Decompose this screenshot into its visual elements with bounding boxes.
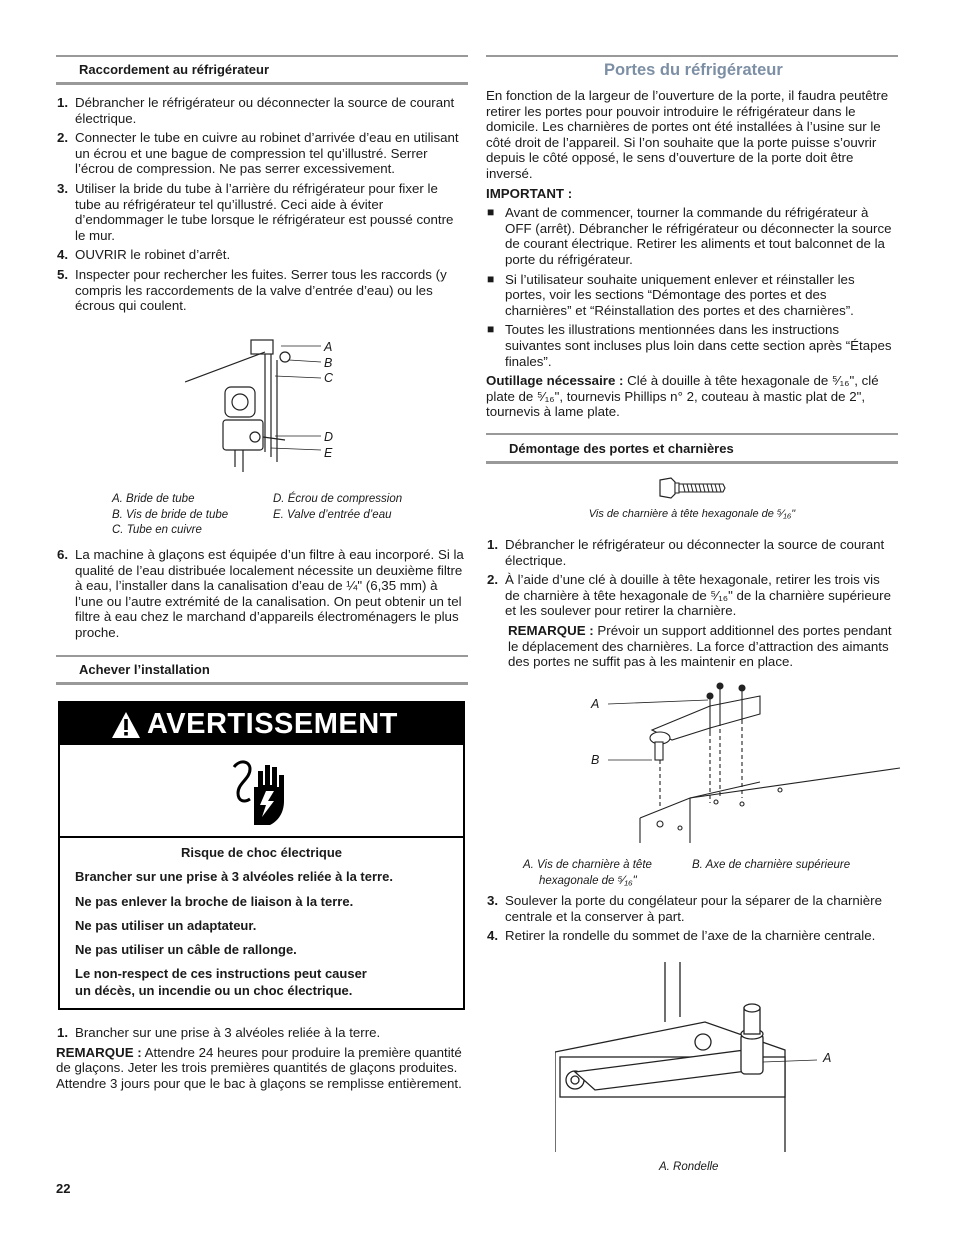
step-item-number: 4.: [57, 247, 69, 263]
step-item-number: 2.: [487, 572, 499, 588]
warning-triangle-icon: [111, 711, 141, 739]
figure3-callout-a: A: [823, 1051, 832, 1065]
step-item: [56, 181, 466, 243]
warning-title: AVERTISSEMENT: [147, 708, 398, 740]
step-item: [486, 572, 896, 619]
section-rule: [486, 461, 898, 464]
figure2-callout-a: A: [591, 697, 600, 711]
step-item-text: Utiliser la bride du tube à l’arrière du réfrigérateur pour fixer le tube au réfrigérateur tel qu’illustré. Ceci aide à éviter d’endommager le tube lorsque le réfrigérateur est poussé contre le mur.: [75, 180, 454, 243]
center-hinge-steps: [486, 893, 896, 948]
step-item-text: Connecter le tube en cuivre au robinet d’arrivée d’eau en utilisant un écrou et une bague de compression tel qu’illustré. Serrer l’écrou de compression. Ne pas serrer excessivement.: [75, 130, 459, 177]
warning-line: Ne pas utiliser un câble de rallonge.: [75, 942, 297, 957]
connection-steps: [56, 95, 466, 318]
clamp-screw-shape: [280, 352, 290, 362]
step-item-text: OUVRIR le robinet d’arrêt.: [75, 247, 231, 263]
bullet-item: [486, 272, 896, 319]
warning-line: Ne pas utiliser un adaptateur.: [75, 918, 257, 933]
step-item-number: 2.: [57, 130, 69, 146]
step-item-text: Retirer la rondelle du sommet de l’axe de la charnière centrale.: [505, 928, 876, 944]
figure2-caption-b: B. Axe de charnière supérieure: [692, 859, 851, 871]
figure1-caption-c: C. Tube en cuivre: [112, 524, 202, 536]
bullet-item-number: ■: [487, 322, 495, 337]
section-title-doors: Portes du réfrigérateur: [604, 61, 783, 79]
step-item: [56, 95, 466, 126]
bullet-item-number: ■: [487, 271, 495, 286]
step-item-number: 4.: [487, 928, 499, 944]
bullet-item-text: Avant de commencer, tourner la commande du réfrigérateur à OFF (arrêt). Débrancher le réfrigérateur ou déconnecter la source de courant électrique. Retirer les aliments et tout balconnet de la porte du réfrigérateur.: [505, 205, 892, 267]
warning-line: Ne pas enlever la broche de liaison à la terre.: [75, 894, 354, 909]
step-item-number: 3.: [57, 180, 69, 196]
figure1-caption-e: E. Valve d’entrée d’eau: [273, 509, 392, 521]
center-hinge-washer-figure: [555, 962, 855, 1152]
page-number: 22: [56, 1181, 71, 1196]
bullet-item-text: Toutes les illustrations mentionnées dans les instructions suivantes sont incluses plus loin dans cette section après “Étapes finales”.: [505, 322, 892, 369]
step-item-text: À l’aide d’une clé à douille à tête hexagonale, retirer les trois vis de charnière à tête hexagonale de ⁵⁄₁₆" de la charnière supérieure et les soulever pour retirer la charnière.: [505, 572, 891, 619]
section-rule: [56, 682, 468, 685]
step-item: [486, 537, 896, 568]
step-6: 6. La machine à glaçons est équipée d’un filtre à eau incorporé. Si la qualité de l’eau distribuée localement nécessite un deuxième filtre à eau, l’installer dans la canalisation d’eau de ¼" (6,35 mm) à l’une ou l’autre extrémité de la canalisation. On peut obtenir un tel filtre à eau chez le marchand d’appareils électroménagers le plus proche.: [57, 547, 464, 640]
section-rule: [56, 655, 468, 657]
section-rule: [56, 82, 468, 85]
step-item: [56, 267, 466, 314]
figure3-caption: A. Rondelle: [659, 1161, 719, 1173]
subsection-title-removal: Démontage des portes et charnières: [509, 441, 734, 456]
figure1-caption-b: B. Vis de bride de tube: [112, 509, 229, 521]
step-item: [486, 928, 896, 944]
warning-line: un décès, un incendie ou un choc électrique.: [75, 983, 353, 998]
removal-steps: 1. Débrancher le réfrigérateur ou déconnecter la source de courant électrique. 2. À l’aide d’une clé à douille à tête hexagonale, retirer les trois vis de charnière à tête hexagonale de ⁵⁄₁₆" de la charnière supérieure et les soulever pour retirer la charnière. REMARQUE : Prévoir un support additionnel des portes pendant le déplacement des charnières. La force d’attraction des aimants des portes ne suffit pas à les maintenir en place.: [486, 537, 896, 674]
figure1-caption-d: D. Écrou de compression: [273, 493, 403, 505]
bullet-item: [486, 322, 896, 369]
warning-box: [58, 701, 465, 1010]
bullet-item-number: ■: [487, 205, 495, 220]
figure1-callouts: D E: [324, 430, 334, 460]
warning-divider: [60, 836, 463, 838]
hinge-screw-icon: [659, 476, 727, 500]
electric-shock-hand-icon: [232, 757, 300, 829]
valve-body-shape: [225, 387, 255, 417]
step-item-number: 1.: [57, 95, 69, 110]
tube-clamp-shape: [251, 340, 273, 354]
subsection-title-connection: Raccordement au réfrigérateur: [79, 62, 270, 77]
step-item: [56, 130, 466, 177]
section-rule: [56, 55, 468, 57]
subsection-title-finish: Achever l’installation: [79, 662, 210, 677]
step-item-number: 5.: [57, 266, 69, 282]
step-item-number: 3.: [487, 893, 499, 908]
doors-intro: En fonction de la largeur de l’ouverture de la porte, il faudra peutêtre retirer les portes pour pouvoir introduire le réfrigérateur dans le domicile. Les charnières de portes ont été installées à l’usine sur le côté droit de l’appareil. Si l’on souhaite que la porte puisse s’ouvrir depuis le côté opposé, le sens d’ouverture de la porte doit être inversé. IMPORTANT : ■ Avant de commencer, tourner la commande du réfrigérateur à OFF (arrêt). Débrancher le réfrigérateur ou déconnecter la source de courant électrique. Retirer les aliments et tout balconnet de la porte du réfrigérateur. ■ Si l’utilisateur souhaite uniquement enlever et réinstaller les portes, voir les sections “Démontage des portes et des charnières” et “Réinstallation des portes et des charnières”. ■ Toutes les illustrations mentionnées dans les instructions suivantes sont incluses plus loin dans cette section après “Étapes finales”. Outillage nécessaire : Clé à douille à tête hexagonale de ⁵⁄₁₆", clé plate de ⁵⁄₁₆", tournevis Phillips n° 2, couteau à mastic plat de 2", tournevis à lame plate.: [486, 88, 896, 424]
section-rule: [486, 55, 898, 57]
figure1-callouts: A B C: [324, 340, 334, 386]
step-item-text: Inspecter pour rechercher les fuites. Serrer tous les raccords (y compris les raccordements de la valve d’entrée d’eau) ou les écrous qui coulent.: [75, 266, 447, 314]
final-steps: 1. Brancher sur une prise à 3 alvéoles reliée à la terre. REMARQUE : Attendre 24 heures pour produire la première quantité de glaçons. Jeter les trois premières quantités de glaçons produites. Attendre 3 jours pour que le bac à glaçons se remplisse entièrement.: [56, 1025, 462, 1091]
bullet-item: [486, 205, 896, 267]
warning-header: [60, 703, 463, 745]
top-hinge-figure: [600, 678, 900, 848]
warning-risk: Risque de choc électrique: [180, 845, 343, 860]
step-item-text: Soulever la porte du congélateur pour la séparer de la charnière centrale et la conserver à part.: [505, 893, 882, 924]
warning-line: Brancher sur une prise à 3 alvéoles reliée à la terre.: [75, 869, 393, 884]
bullet-item-text: Si l’utilisateur souhaite uniquement enlever et réinstaller les portes, voir les sections “Démontage des portes et des charnières” et “Réinstallation des portes et des charnières”.: [505, 271, 855, 318]
figure1-caption-a: A. Bride de tube: [112, 493, 195, 505]
step-item-text: Débrancher le réfrigérateur ou déconnecter la source de courant électrique.: [505, 537, 885, 568]
warning-line: Le non-respect de ces instructions peut causer: [75, 966, 367, 981]
step-item: [486, 893, 896, 924]
step-item: [56, 247, 466, 263]
section-rule: [486, 433, 898, 435]
screw-caption: Vis de charnière à tête hexagonale de ⁵⁄₁₆": [588, 508, 796, 520]
water-connection-figure: [185, 332, 345, 478]
figure2-callout-b: B: [591, 753, 600, 767]
step-item-number: 1.: [487, 537, 499, 552]
step-item-text: Débrancher le réfrigérateur ou déconnecter la source de courant électrique.: [75, 95, 455, 126]
figure2-caption-a: A. Vis de charnière à tête hexagonale de ⁵⁄₁₆": [523, 859, 652, 887]
